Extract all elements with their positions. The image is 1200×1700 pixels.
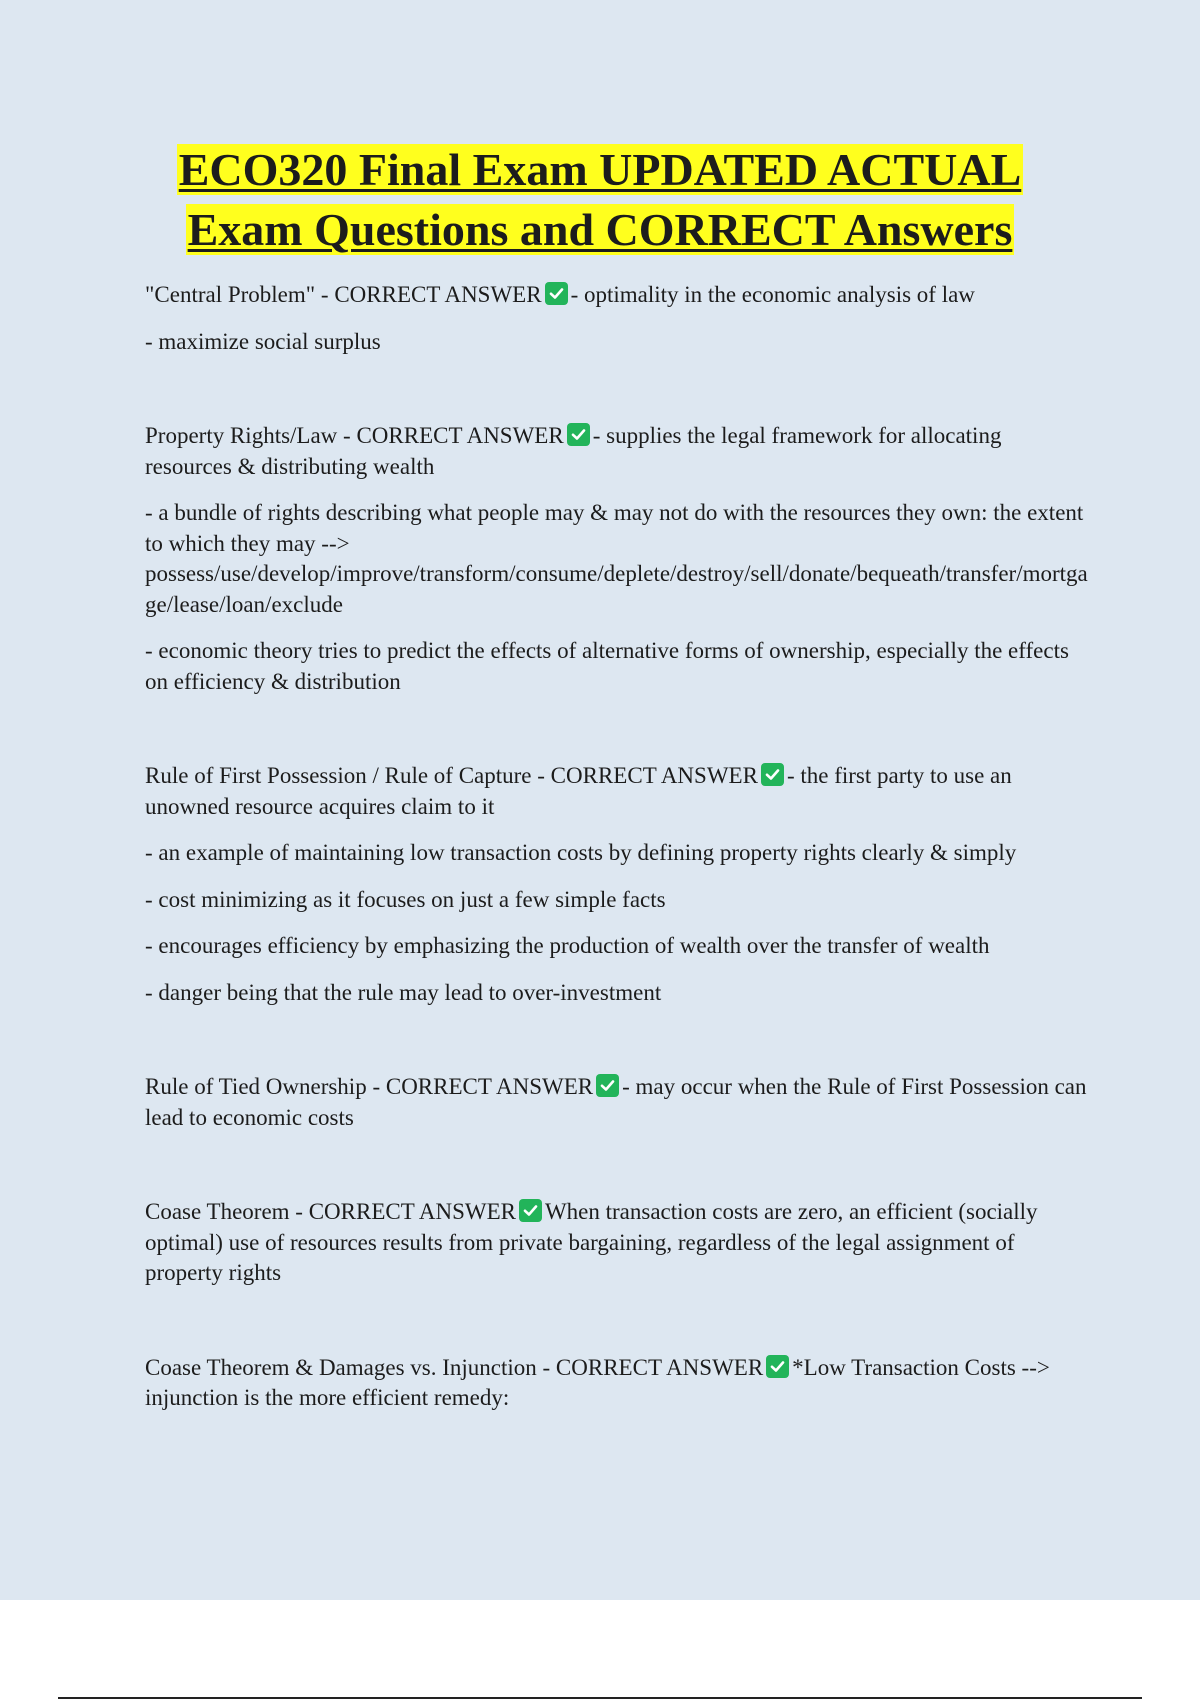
qa-answer: - supplies the legal framework for allocating resources & distributing wealth	[145, 423, 1002, 479]
title-line-1: ECO320 Final Exam UPDATED ACTUAL	[178, 144, 1022, 195]
title-line-2: Exam Questions and CORRECT Answers	[187, 204, 1013, 255]
qa-term: Coase Theorem & Damages vs. Injunction - CORRECT ANSWER	[145, 1354, 764, 1380]
qa-question	[145, 280, 1090, 311]
check-mark-icon	[519, 1199, 542, 1222]
qa-list	[145, 280, 1090, 1478]
check-mark-icon	[766, 1355, 789, 1378]
bottom-divider	[58, 1697, 1142, 1699]
qa-entry-central-problem	[145, 280, 1090, 357]
qa-answer: - optimality in the economic analysis of law	[570, 282, 975, 307]
qa-detail-text: possess/use/develop/improve/transform/consume/deplete/destroy/sell/donate/bequeath/transfer/mortgage/lease/loan/exclude	[145, 561, 1088, 617]
qa-term: Rule of Tied Ownership - CORRECT ANSWER	[145, 1074, 594, 1099]
qa-answer: - may occur when the Rule of First Possession can lead to economic costs	[145, 1074, 1087, 1130]
qa-entry-coase-damages	[145, 1353, 1090, 1414]
qa-answer: - the first party to use an unowned resource acquires claim to it	[145, 763, 1012, 819]
qa-detail: - danger being that the rule may lead to over-investment	[145, 979, 662, 1005]
qa-detail-text: - a bundle of rights describing what people may & may not do with the resources they own: the extent to which they may -->	[145, 500, 1084, 556]
qa-detail	[145, 498, 1090, 620]
qa-question	[145, 1197, 1090, 1289]
qa-answer: *Low Transaction Costs --> injunction is the more efficient remedy:	[145, 1354, 1050, 1410]
qa-entry-first-possession	[145, 761, 1090, 1008]
qa-term: Property Rights/Law - CORRECT ANSWER	[145, 423, 564, 448]
qa-entry-coase-theorem	[145, 1197, 1090, 1289]
qa-question	[145, 421, 1090, 482]
qa-question	[145, 1072, 1090, 1133]
qa-question	[145, 1353, 1090, 1414]
qa-detail: - an example of maintaining low transaction costs by defining property rights clearly & simply	[145, 840, 1017, 865]
check-mark-icon	[545, 282, 568, 305]
qa-term: "Central Problem" - CORRECT ANSWER	[145, 282, 542, 307]
check-mark-icon	[596, 1074, 619, 1097]
page-title	[0, 140, 1200, 260]
qa-question	[145, 761, 1090, 822]
qa-entry-property-rights	[145, 421, 1090, 697]
check-mark-icon	[567, 423, 590, 446]
qa-detail: - cost minimizing as it focuses on just a few simple facts	[145, 886, 666, 912]
qa-detail: - maximize social surplus	[145, 328, 381, 354]
check-mark-icon	[761, 763, 784, 786]
qa-entry-tied-ownership	[145, 1072, 1090, 1133]
qa-detail: - economic theory tries to predict the effects of alternative forms of ownership, especially the effects on efficiency & distribution	[145, 638, 1069, 694]
qa-term: Rule of First Possession / Rule of Capture - CORRECT ANSWER	[145, 763, 758, 788]
qa-detail: - encourages efficiency by emphasizing the production of wealth over the transfer of wealth	[145, 933, 990, 958]
qa-answer: When transaction costs are zero, an efficient (socially optimal) use of resources results from private bargaining, regardless of the legal assignment of property rights	[145, 1199, 1038, 1285]
qa-term: Coase Theorem - CORRECT ANSWER	[145, 1199, 516, 1224]
